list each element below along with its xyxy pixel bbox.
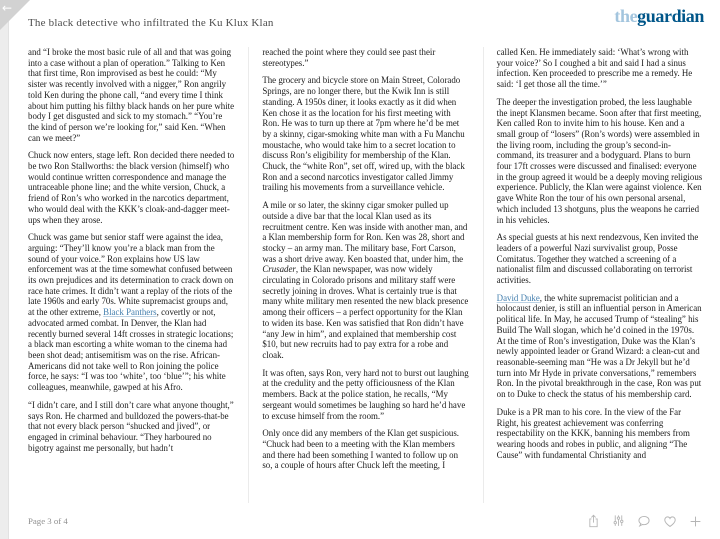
text-run: called Ken. He immediately said: ‘What’s wrong with your voice?’ So I coughed a bit and said I had a sinus infection. Ken proceeded to prescribe me a remedy. He said: ‘I get those all the time.’” bbox=[496, 47, 693, 90]
text-run: and “I broke the most basic rule of all and that was going into a case without a plan of operation.” Talking to Ken that first time, Ron improvised as best he could: “My sister was recently involved with a nigger,” Ron angrily told Ken during the phone call, “and every time I think about him putting his filthy black hands on her pure white body I get disgusted and sick to my stomach.” “You’re the kind of person we’re looking for,” said Ken. “When can we meet?” bbox=[28, 47, 235, 143]
paragraph bbox=[28, 47, 235, 143]
paragraph bbox=[28, 232, 235, 393]
paragraph bbox=[28, 150, 235, 225]
text-run: reached the point where they could see past their stereotypes.” bbox=[262, 47, 436, 68]
article-column bbox=[28, 47, 248, 503]
paragraph bbox=[262, 200, 469, 361]
paragraph bbox=[262, 428, 469, 471]
paragraph bbox=[262, 368, 469, 422]
footer-icon-row bbox=[587, 514, 702, 528]
paragraph bbox=[497, 407, 704, 461]
text-run: The deeper the investigation probed, the less laughable the inept Klansmen became. Soon after that first meeting, Ken called Ron to invite him to his house. Ken and a small group of “losers” (Ron’s words) were assembled in the living room, including the group’s second-in-command, its treasurer and a bodyguard. Plans to burn four 17ft crosses were discussed and finalised: everyone in the group agreed it would be a deeply moving religious experience. Publicly, the Klan were against violence. Ken gave White Ron the tour of his own personal arsenal, which included 13 shotguns, plus the weapons he carried in his vehicles. bbox=[496, 96, 703, 225]
paragraph bbox=[262, 47, 469, 68]
text-run: As special guests at his next rendezvous, Ken invited the leaders of a powerful Nazi survivalist group, Posse Comitatus. Together they watched a screening of a nationalist film and discussed collaborating on terrorist activities. bbox=[496, 232, 699, 286]
back-arrow-icon: ← bbox=[2, 1, 13, 15]
text-run: , the Klan newspaper, was now widely circulating in Colorado prisons and military staff were secretly joining in droves. What is certainly true is that many white military men resented the new black presence among their officers – a perfect opportunity for the Klan to widen its base. Ken was satisfied that Ron didn’t have “any Jew in him”, and explained that membership cost $10, but new recruits had to pay extra for a robe and cloak. bbox=[262, 264, 469, 360]
paragraph bbox=[497, 47, 704, 90]
article-header-title: The black detective who infiltrated the Ku Klux Klan bbox=[28, 17, 274, 29]
text-run: The grocery and bicycle store on Main Street, Colorado Springs, are no longer there, but the Kwik Inn is still standing. A 1950s diner, it looks exactly as it did when Ken chose it as the location for his first meeting with Ron. He was to turn up there at 7pm where he’d be met by a skinny, cigar-smoking white man with a Fu Manchu moustache, who would take him to a secret location to discuss Ron’s eligibility for membership of the Klan. Chuck, the “white Ron”, set off, wired up, with the black Ron and a second narcotics investigator called Jimmy trailing his movements from a surveillance vehicle. bbox=[262, 75, 465, 193]
david-duke-link[interactable]: David Duke bbox=[496, 292, 540, 303]
comments-icon[interactable] bbox=[637, 514, 651, 528]
text-run: “I didn’t care, and I still don’t care what anyone thought,” says Ron. He charmed and bulldozed the powers-that-be that not every black person “shucked and jived”, or engaged in criminal behaviour. “They harboured no bigotry against me personally, but hadn’t bbox=[28, 399, 234, 453]
text-run: A mile or so later, the skinny cigar smoker pulled up outside a dive bar that the local Klan used as its recruitment centre. Ken was inside with another man, and a Klan membership form for Ron. Ken was 28, short and stocky – an army man. The military base, Fort Carson, was a short drive away. Ken boasted that, under him, the bbox=[262, 200, 468, 264]
footer-bar bbox=[28, 509, 702, 533]
text-run: It was often, says Ron, very hard not to burst out laughing at the credulity and the petty officiousness of the Klan members. Back at the police station, he recalls, “My sergeant would sometimes be laughing so hard he’d have to excuse himself from the room.” bbox=[262, 367, 469, 421]
text-run: , covertly or not, advocated armed combat. In Denver, the Klan had recently burned several 14ft crosses in strategic locations; a black man escorting a white woman to the cinema had been shot dead; antisemitism was on the rise. African-Americans did not take well to Ron joining the police force, he says: “I was too ‘white’, too ‘blue’”; his white colleagues, meanwhile, gawped at his Afro. bbox=[28, 307, 234, 393]
logo-guardian: guardian bbox=[637, 6, 704, 26]
paragraph bbox=[497, 232, 704, 286]
paragraph bbox=[28, 400, 235, 454]
text-run: Duke is a PR man to his core. In the view of the Far Right, his greatest achievement was conferring respectability on the KKK, banning his members from wearing hoods and robes in public, and aligning “The Cause” with fundamental Christianity and bbox=[496, 406, 690, 460]
italic-text: Crusader bbox=[262, 264, 296, 275]
previous-page-corner[interactable] bbox=[0, 0, 30, 30]
text-run: Chuck now enters, stage left. Ron decided there needed to be two Ron Stallworths: the black version (himself) who would continue written correspondence and manage the untraceable phone line; and the white version, Chuck, a friend of Ron’s who worked in the narcotics department, who would deal with the KKK’s cloak-and-dagger meet-ups when they arose. bbox=[28, 150, 235, 225]
display-settings-icon[interactable] bbox=[612, 514, 625, 528]
paragraph bbox=[262, 75, 469, 193]
page-indicator: Page 3 of 4 bbox=[28, 516, 68, 526]
add-icon[interactable] bbox=[689, 515, 702, 528]
share-icon[interactable] bbox=[587, 514, 600, 528]
like-icon[interactable] bbox=[663, 515, 677, 528]
page-edge-strip bbox=[0, 0, 9, 539]
text-run: Only once did any members of the Klan get suspicious. “Chuck had been to a meeting with the Klan members and there had been something I wanted to follow up on so, a couple of hours after Chuck left the meeting, I bbox=[262, 428, 460, 471]
logo-the: the bbox=[614, 6, 638, 26]
text-run: , the white supremacist politician and a holocaust denier, is still an influential person in American political life. In May, he accused Trump of “stealing” his Build The Wall slogan, which he’d coined in the 1970s. At the time of Ron’s investigation, Duke was the Klan’s newly appointed leader or Grand Wizard: a clean-cut and reasonable-seeming man “He was a Dr Jekyll but he’d turn into Mr Hyde in private conversations,” remembers Ron. In the pivotal breakthrough in the case, Ron was put on to Duke to check the status of his membership card. bbox=[496, 292, 702, 400]
paragraph bbox=[497, 293, 704, 400]
paragraph bbox=[497, 97, 704, 225]
article-columns bbox=[28, 47, 704, 503]
article-column bbox=[483, 47, 704, 503]
black-panthers-link[interactable]: Black Panthers bbox=[103, 307, 157, 318]
guardian-logo[interactable] bbox=[614, 6, 704, 27]
article-column bbox=[248, 47, 482, 503]
text-run: Chuck was game but senior staff were against the idea, arguing: “They’ll know you’re a black man from the sound of your voice.” Ron explains how US law enforcement was at the time somewhat confused between its own prejudices and its determination to crack down on race hate crimes. It didn’t want a replay of the riots of the late 1960s and early 70s. White supremacist groups and, at the other extreme, bbox=[28, 232, 234, 318]
